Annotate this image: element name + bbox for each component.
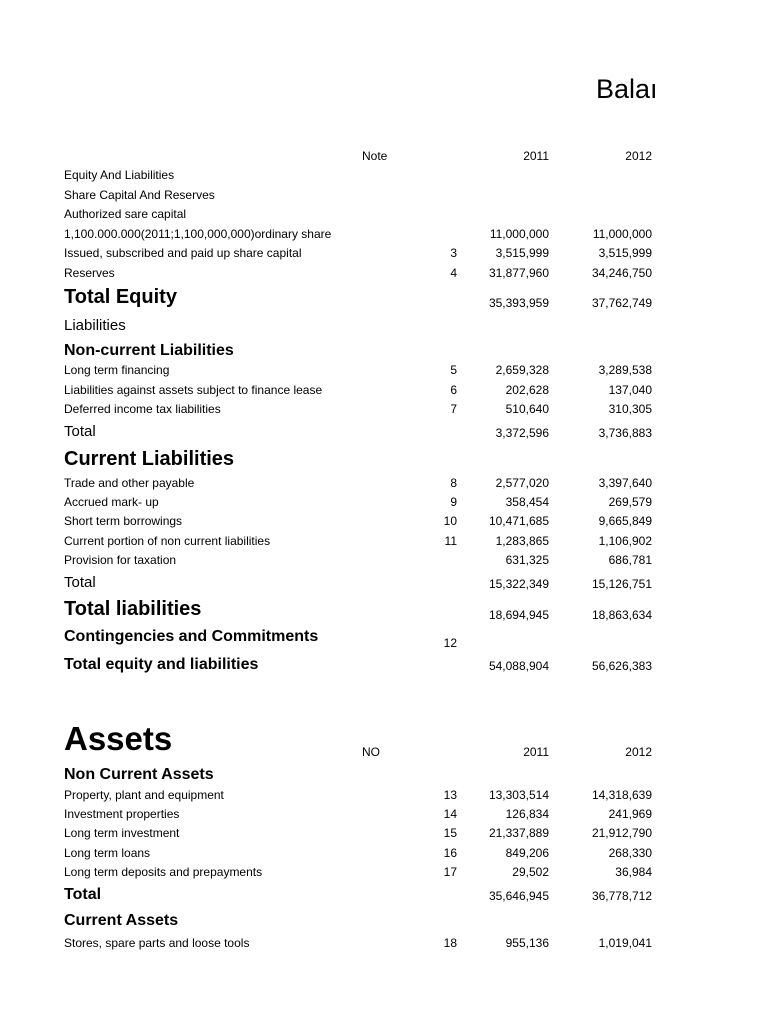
equity-row-label: Long term financing <box>64 363 170 377</box>
asset-row-2012-value: 1,019,041 <box>598 936 652 950</box>
asset-row-2011-value: 35,646,945 <box>488 889 549 903</box>
equity-row-2011-value: 3,372,596 <box>495 426 549 440</box>
equity-row-label: Issued, subscribed and paid up share capital <box>64 246 302 260</box>
asset-row-2012-value: 268,330 <box>608 846 652 860</box>
equity-row-2011-value: 31,877,960 <box>488 266 549 280</box>
equity-row-2011-value: 10,471,685 <box>488 514 549 528</box>
equity-row-label: Accrued mark- up <box>64 495 159 509</box>
equity-row-label: Liabilities <box>64 317 126 334</box>
asset-row-2012-value: 36,984 <box>615 865 652 879</box>
equity-row-label: Contingencies and Commitments <box>64 628 319 645</box>
equity-row-label: Provision for taxation <box>64 553 177 567</box>
equity-row-note: 7 <box>450 402 457 416</box>
equity-row-2011-value: 11,000,000 <box>489 227 549 241</box>
equity-row-2012-value: 3,515,999 <box>598 246 652 260</box>
equity-row-label: Reserves <box>64 266 115 280</box>
asset-row-label: Property, plant and equipment <box>64 788 224 802</box>
equity-row-label: Equity And Liabilities <box>64 168 175 182</box>
page-title: Balaı <box>596 74 658 104</box>
equity-row-label: Total Equity <box>64 286 177 308</box>
asset-row-2011-value: 29,502 <box>512 865 549 879</box>
equity-row-2012-value: 34,246,750 <box>591 266 652 280</box>
equity-row-label: Non-current Liabilities <box>64 342 234 359</box>
asset-row-note: 18 <box>443 936 457 950</box>
asset-row-label: Investment properties <box>64 807 180 821</box>
equity-row-2011-value: 510,640 <box>505 402 549 416</box>
equity-row-note: 6 <box>450 383 457 397</box>
equity-row-note: 11 <box>444 534 457 548</box>
asset-row-note: 14 <box>443 807 457 821</box>
year-2011-column-header: 2011 <box>523 149 549 163</box>
equity-row-note: 5 <box>450 363 457 377</box>
asset-row-2012-value: 36,778,712 <box>591 889 652 903</box>
equity-row-label: Total <box>64 423 96 440</box>
equity-row-note: 9 <box>450 495 457 509</box>
equity-row-2011-value: 1,283,865 <box>495 534 549 548</box>
note-column-header: Note <box>362 149 388 163</box>
equity-row-label: Short term borrowings <box>64 514 183 528</box>
assets-heading: Assets <box>64 720 173 757</box>
assets-year-2011-column-header: 2011 <box>523 745 549 759</box>
equity-row-2012-value: 56,626,383 <box>591 659 652 673</box>
equity-row-label: Share Capital And Reserves <box>64 188 215 202</box>
equity-row-label: Total <box>64 574 96 591</box>
asset-row-2011-value: 21,337,889 <box>488 826 549 840</box>
asset-row-2011-value: 13,303,514 <box>488 788 549 802</box>
asset-row-label: Long term loans <box>64 846 151 860</box>
equity-row-2012-value: 9,665,849 <box>598 514 652 528</box>
equity-row-2011-value: 631,325 <box>505 553 549 567</box>
equity-row-label: 1,100.000.000(2011;1,100,000,000)ordinary share <box>64 227 332 241</box>
equity-row-2011-value: 2,659,328 <box>495 363 549 377</box>
equity-row-label: Deferred income tax liabilities <box>64 402 221 416</box>
equity-row-note: 12 <box>443 636 457 650</box>
equity-row-2012-value: 15,126,751 <box>591 577 652 591</box>
asset-row-2012-value: 241,969 <box>608 807 652 821</box>
equity-row-2012-value: 3,736,883 <box>598 426 652 440</box>
asset-row-note: 17 <box>443 865 457 879</box>
equity-row-2011-value: 15,322,349 <box>488 577 549 591</box>
asset-row-2012-value: 21,912,790 <box>591 826 652 840</box>
equity-row-note: 3 <box>450 246 457 260</box>
asset-row-note: 15 <box>443 826 457 840</box>
equity-row-label: Total equity and liabilities <box>64 656 259 673</box>
asset-row-2011-value: 126,834 <box>505 807 549 821</box>
equity-row-label: Authorized sare capital <box>64 207 187 221</box>
equity-row-label: Current Liabilities <box>64 448 235 470</box>
asset-row-note: 13 <box>443 788 457 802</box>
equity-row-2012-value: 3,289,538 <box>598 363 652 377</box>
equity-row-2012-value: 11,000,000 <box>592 227 652 241</box>
asset-row-2012-value: 14,318,639 <box>591 788 652 802</box>
equity-row-2012-value: 18,863,634 <box>591 608 652 622</box>
asset-row-label: Current Assets <box>64 912 179 929</box>
equity-row-note: 10 <box>443 514 457 528</box>
equity-row-2011-value: 2,577,020 <box>495 476 549 490</box>
assets-note-column-header: NO <box>362 745 380 759</box>
asset-row-label: Stores, spare parts and loose tools <box>64 936 250 950</box>
equity-row-2012-value: 310,305 <box>608 402 652 416</box>
equity-row-note: 4 <box>450 266 457 280</box>
equity-row-2011-value: 35,393,959 <box>488 296 549 310</box>
equity-row-2012-value: 686,781 <box>608 553 652 567</box>
asset-row-label: Long term investment <box>64 826 180 840</box>
asset-row-label: Total <box>64 886 102 903</box>
equity-row-2012-value: 3,397,640 <box>598 476 652 490</box>
equity-row-label: Current portion of non current liabilities <box>64 534 271 548</box>
equity-row-2011-value: 54,088,904 <box>488 659 549 673</box>
equity-row-2012-value: 1,106,902 <box>598 534 652 548</box>
asset-row-2011-value: 955,136 <box>505 936 549 950</box>
equity-row-label: Liabilities against assets subject to finance lease <box>64 383 323 397</box>
assets-year-2012-column-header: 2012 <box>625 745 652 759</box>
equity-row-2011-value: 18,694,945 <box>488 608 549 622</box>
asset-row-2011-value: 849,206 <box>505 846 549 860</box>
equity-row-2011-value: 202,628 <box>505 383 549 397</box>
year-2012-column-header: 2012 <box>625 149 652 163</box>
equity-row-note: 8 <box>450 476 457 490</box>
equity-row-label: Total liabilities <box>64 598 202 620</box>
equity-row-label: Trade and other payable <box>64 476 195 490</box>
asset-row-note: 16 <box>443 846 457 860</box>
asset-row-label: Long term deposits and prepayments <box>64 865 263 879</box>
equity-row-2011-value: 3,515,999 <box>495 246 549 260</box>
equity-row-2012-value: 37,762,749 <box>591 296 652 310</box>
equity-row-2012-value: 269,579 <box>608 495 652 509</box>
equity-row-2012-value: 137,040 <box>608 383 652 397</box>
equity-row-2011-value: 358,454 <box>505 495 549 509</box>
asset-row-label: Non Current Assets <box>64 766 214 783</box>
